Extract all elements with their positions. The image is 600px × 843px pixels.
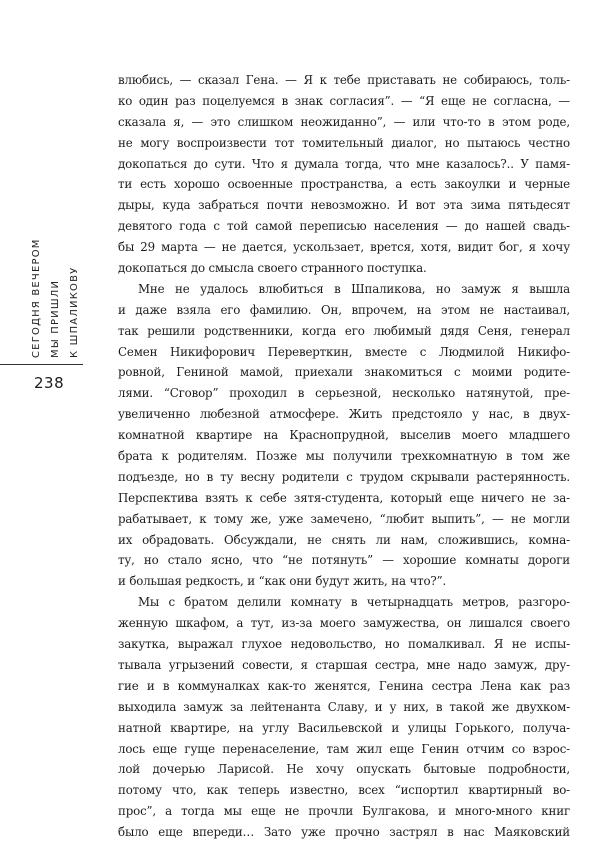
text-line: тывала угрызений совести, я старшая сестра, мне надо замуж, дру- xyxy=(118,657,570,672)
page-number: 238 xyxy=(34,374,65,392)
text-line: Мы с братом делили комнату в четырнадцать метров, разгоро- xyxy=(138,595,570,610)
text-line: девятого года с той самой переписью населения — до нашей свадь- xyxy=(118,219,570,234)
folio-divider xyxy=(0,364,83,365)
text-line: лями. “Сговор” проходил в серьезной, несколько натянутой, пре- xyxy=(118,386,570,401)
text-line: дыры, куда забраться почти невозможно. И вот эта зима пятьдесят xyxy=(118,198,570,213)
text-line: ту, но стало ясно, что “не потянуть” — хорошие комнаты дороги xyxy=(118,553,570,568)
text-line: ровной, Гениной мамой, приехали знакомиться с моими родите- xyxy=(118,365,570,380)
text-line: было еще впереди… Зато уже прочно застрял в нас Маяковский xyxy=(118,825,570,840)
text-line: Перспектива взять к себе зятя-студента, который еще ничего не за- xyxy=(118,490,570,505)
text-line: и даже взяла его фамилию. Он, впрочем, на этом не настаивал, xyxy=(118,302,570,317)
text-line: ко один раз поцелуемся в знак согласия”. — “Я еще не согласна, — xyxy=(118,93,570,108)
text-line: выходила замуж за лейтенанта Славу, и у них, в такой же двухком- xyxy=(118,699,570,714)
text-line: Мне не удалось влюбиться в Шпаликова, но замуж я вышла xyxy=(138,281,570,296)
text-line: докопаться до сути. Что я думала тогда, что мне казалось?.. У памя- xyxy=(118,156,570,171)
text-line: сказала я, — это слишком неожиданно”, — или что-то в этом роде, xyxy=(118,114,570,129)
text-line: лось еще гуще перенаселение, там жил еще Генин отчим со взрос- xyxy=(118,741,570,756)
text-line: и большая редкость, и “как они будут жить, на что?”. xyxy=(118,574,447,589)
text-line: прос”, а тогда мы еще не прочли Булгакова, и много-много книг xyxy=(118,804,570,819)
text-line: бы 29 марта — не дается, ускользает, врется, хотя, видит бог, я хочу xyxy=(118,240,570,255)
body-text xyxy=(118,70,570,843)
text-line: влюбись, — сказал Гена. — Я к тебе приставать не собираюсь, толь- xyxy=(118,73,570,87)
text-line: Семен Никифорович Переверткин, вместе с Людмилой Никифо- xyxy=(118,344,570,359)
text-line: увеличенно любезной атмосфере. Жить предстояло у нас, в двух- xyxy=(118,407,570,422)
text-line: докопаться до смысла своего странного поступка. xyxy=(118,261,427,276)
text-line: рабатывает, к тому же, уже замечено, “любит выпить”, — не могли xyxy=(118,511,570,526)
text-line: гие и в коммуналках как-то женятся, Генина сестра Лена как раз xyxy=(118,678,570,693)
running-title-line-3: К ШПАЛИКОВУ xyxy=(69,266,80,358)
text-line: женную шкафом, а тут, из-за моего замужества, он лишался своего xyxy=(118,616,570,631)
text-line: их обрадовать. Обсуждали, не снять ли нам, сложившись, комна- xyxy=(118,532,570,547)
text-line: не могу воспроизвести тот томительный диалог, но пытаюсь честно xyxy=(118,135,570,150)
text-line: лой дочерью Ларисой. Не хочу опускать бытовые подробности, xyxy=(118,762,570,777)
running-title-line-1: СЕГОДНЯ ВЕЧЕРОМ xyxy=(31,238,42,358)
text-line: подъезде, но в ту весну родители с трудом скрывали растерянность. xyxy=(118,469,570,484)
running-title-line-2: МЫ ПРИШЛИ xyxy=(50,279,61,358)
text-line: закутка, выражал глухое недовольство, но помалкивал. Я не испы- xyxy=(118,637,570,652)
text-line: брата к родителям. Позже мы получили трехкомнатную в том же xyxy=(118,449,570,464)
text-line: натной квартире, на углу Васильевской и улицы Горького, получа- xyxy=(118,720,570,735)
text-line: потому что, как теперь известно, всех “испортил квартирный во- xyxy=(118,783,570,798)
text-line: комнатной квартире на Краснопрудной, выселив моего младшего xyxy=(118,428,570,443)
text-line: ти есть хорошо освоенные пространства, а есть закоулки и черные xyxy=(118,177,570,192)
text-line: так решили родственники, когда его любимый дядя Сеня, генерал xyxy=(118,323,570,338)
